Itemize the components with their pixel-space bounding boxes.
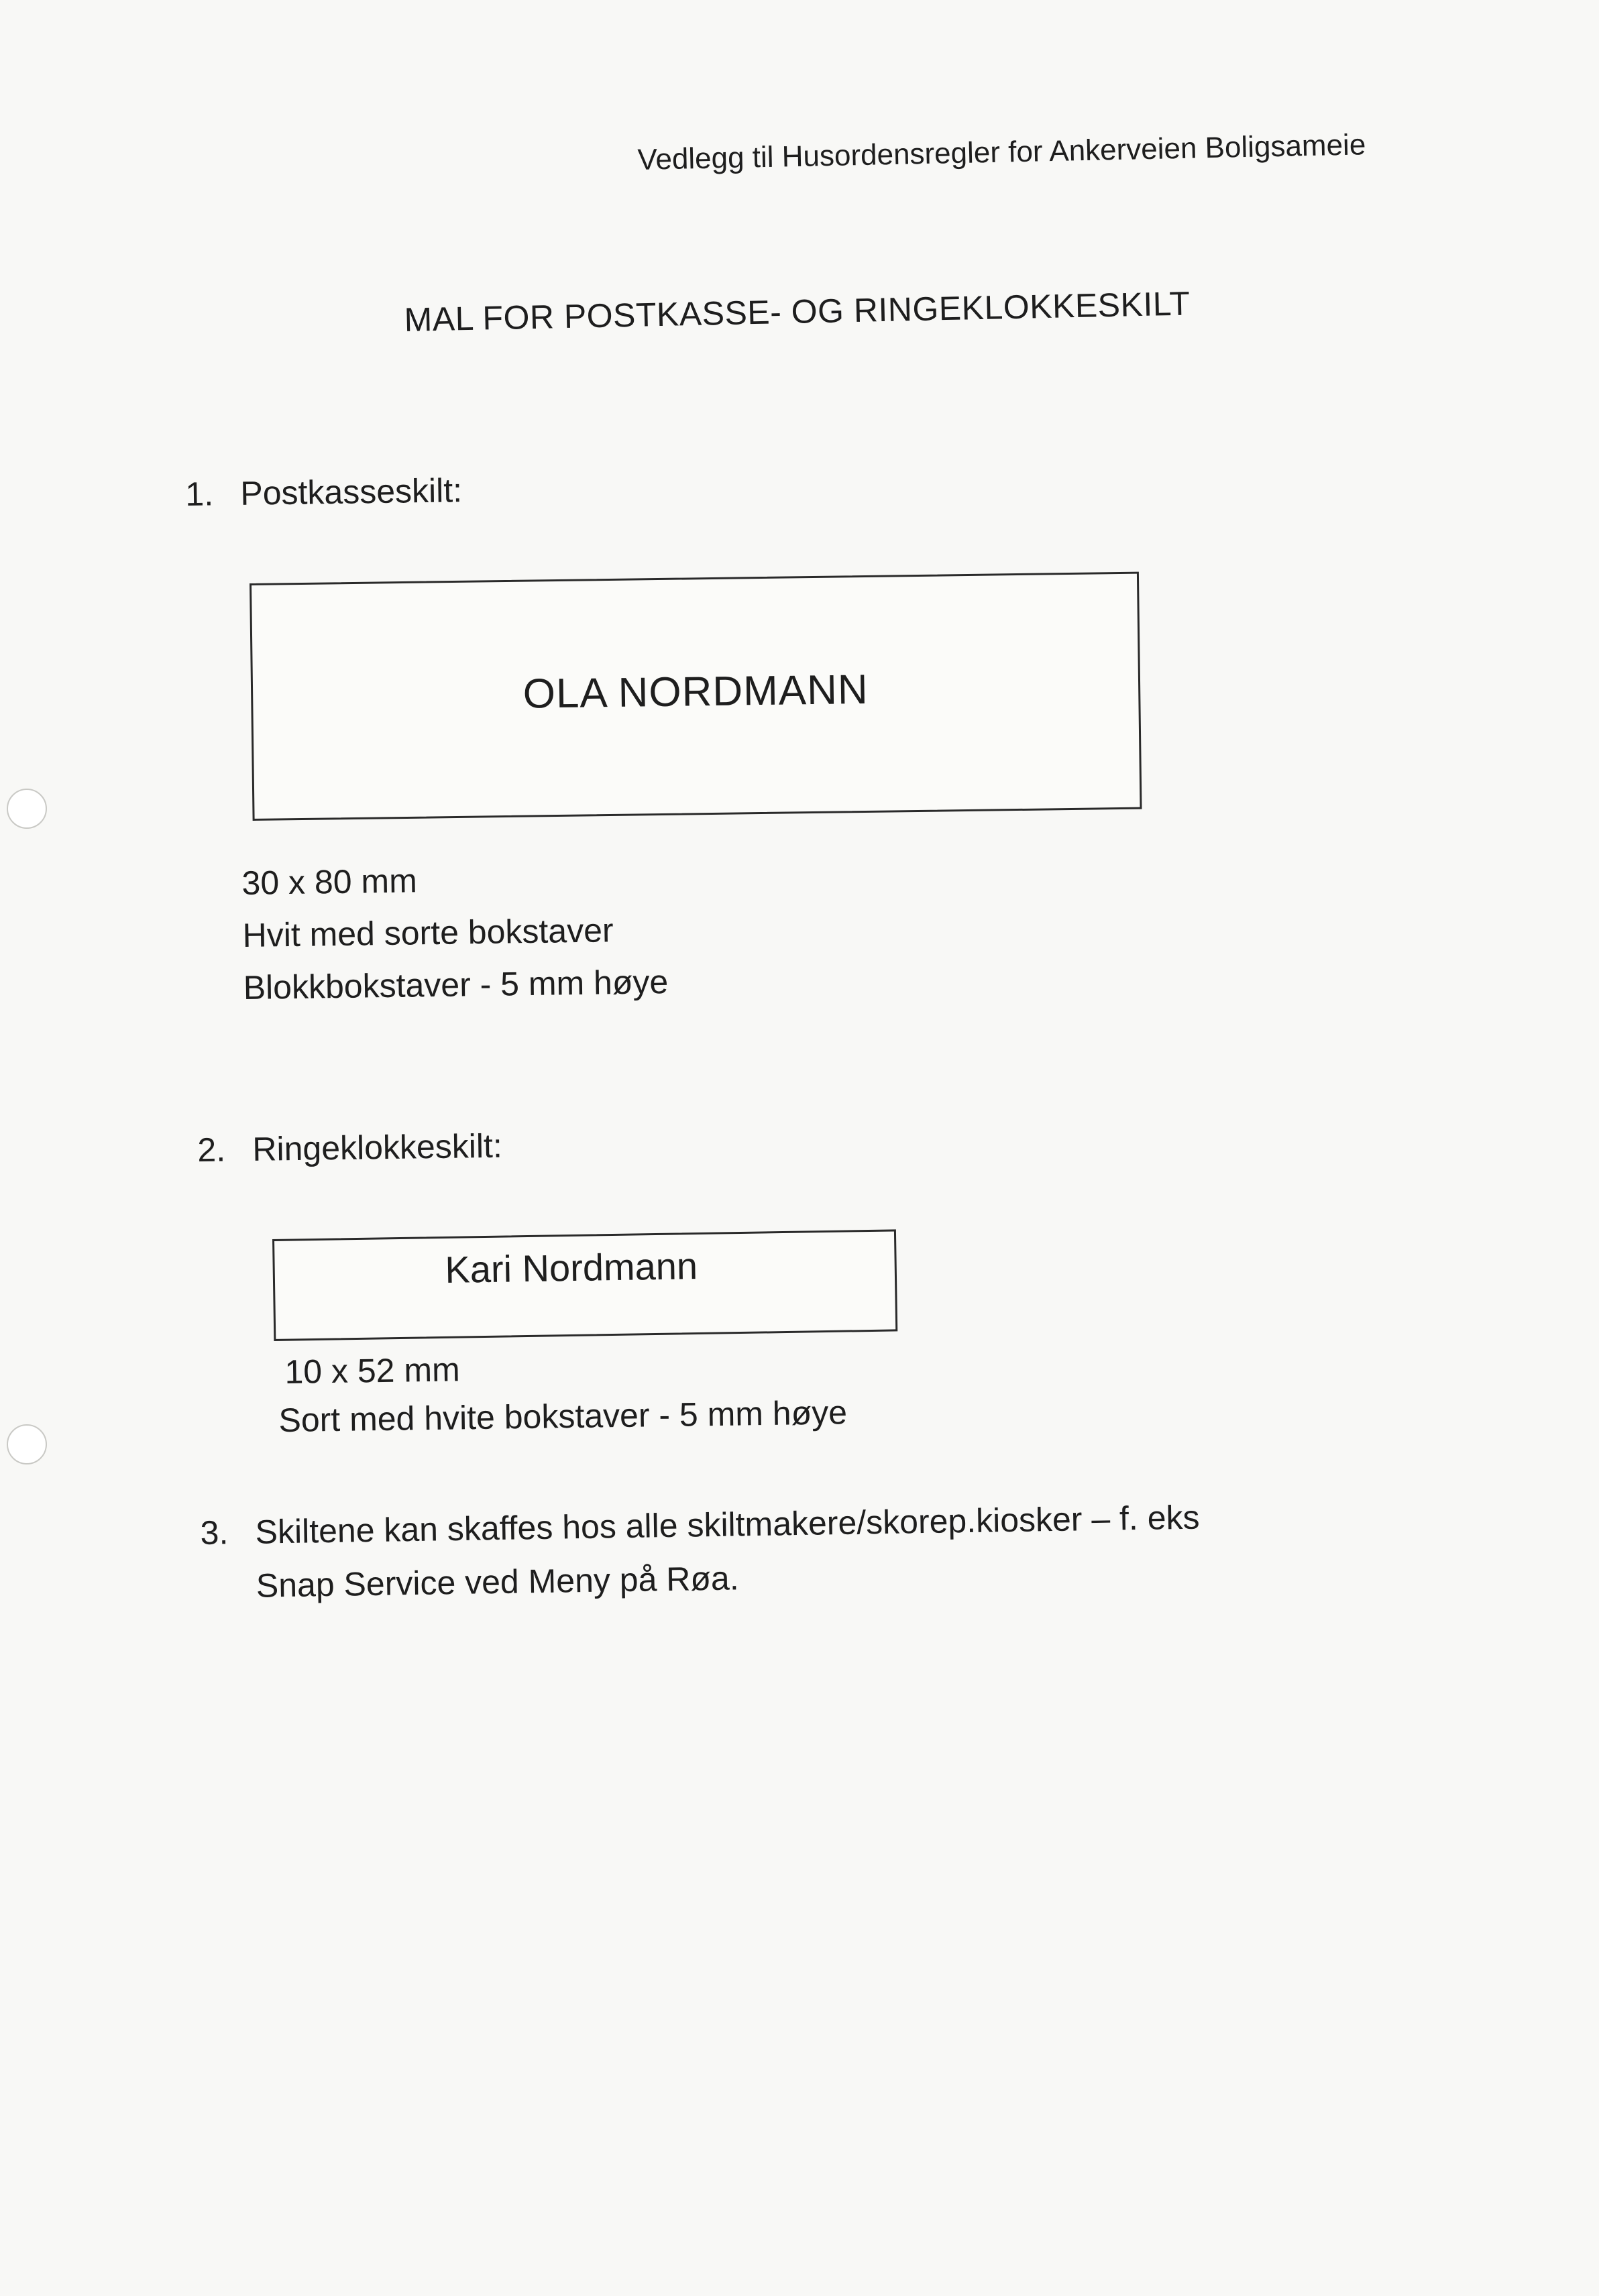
section-heading-text: Postkasseskilt: bbox=[240, 471, 463, 512]
section-number: 1. bbox=[185, 475, 214, 513]
section-number: 3. bbox=[200, 1513, 229, 1552]
doorbell-sign-template bbox=[272, 1229, 897, 1341]
mailbox-sign-specs bbox=[241, 851, 669, 1014]
spec-color: Hvit med sorte bokstaver bbox=[242, 911, 614, 954]
header-note: Vedlegg til Husordensregler for Ankerveien Boligsameie bbox=[637, 128, 1366, 176]
section-3-note bbox=[200, 1491, 1201, 1613]
doorbell-sign-specs bbox=[278, 1340, 848, 1444]
section-2-heading bbox=[197, 1127, 502, 1169]
section-1-heading bbox=[185, 471, 462, 514]
binder-hole bbox=[7, 789, 47, 829]
spec-size: 30 x 80 mm bbox=[241, 862, 418, 902]
binder-hole bbox=[7, 1424, 47, 1465]
note-line-2: Snap Service ved Meny på Røa. bbox=[256, 1559, 740, 1605]
spec-size: 10 x 52 mm bbox=[284, 1351, 461, 1391]
section-number: 2. bbox=[197, 1131, 226, 1169]
mailbox-sign-text: OLA NORDMANN bbox=[522, 666, 869, 718]
spec-letters: Blokkbokstaver - 5 mm høye bbox=[243, 963, 669, 1007]
section-heading-text: Ringeklokkeskilt: bbox=[252, 1127, 503, 1168]
spec-color: Sort med hvite bokstaver - 5 mm høye bbox=[278, 1393, 848, 1440]
document-title: MAL FOR POSTKASSE- OG RINGEKLOKKESKILT bbox=[404, 284, 1191, 339]
doorbell-sign-text: Kari Nordmann bbox=[444, 1245, 698, 1291]
mailbox-sign-template bbox=[250, 572, 1142, 821]
note-text: Skiltene kan skaffes hos alle skiltmakere/skorep.kiosker – f. eks bbox=[255, 1498, 1200, 1551]
